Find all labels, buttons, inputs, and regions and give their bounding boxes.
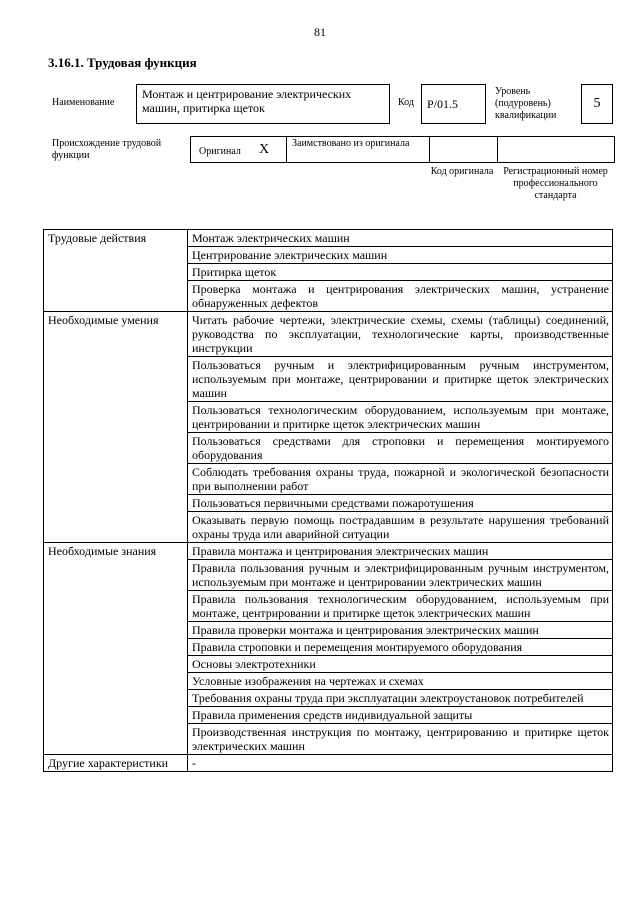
function-code: P/01.5 <box>421 84 486 124</box>
requirement-cell: Правила пользования технологическим оборудованием, используемым при монтаже, центрировании и притирке щеток электрических машин <box>188 591 613 622</box>
category-cell: Необходимые знания <box>44 543 188 755</box>
requirement-cell: Правила строповки и перемещения монтируемого оборудования <box>188 639 613 656</box>
requirement-cell: Соблюдать требования охраны труда, пожарной и экологической безопасности при выполнении работ <box>188 464 613 495</box>
requirement-cell: Притирка щеток <box>188 264 613 281</box>
requirement-cell: Требования охраны труда при эксплуатации электроустановок потребителей <box>188 690 613 707</box>
divider <box>497 137 498 162</box>
origin-box <box>190 136 615 163</box>
requirement-cell: Монтаж электрических машин <box>188 230 613 247</box>
category-cell: Необходимые умения <box>44 312 188 543</box>
requirement-cell: Правила монтажа и центрирования электрических машин <box>188 543 613 560</box>
page-number: 81 <box>314 25 326 39</box>
requirement-cell: Читать рабочие чертежи, электрические схемы, схемы (таблицы) соединений, руководства по эксплуатации, технологические карты, производственные инструкции <box>188 312 613 357</box>
requirement-cell: Проверка монтажа и центрирования электрических машин, устранение обнаруженных дефектов <box>188 281 613 312</box>
name-label: Наименование <box>52 97 115 108</box>
requirement-cell: Центрирование электрических машин <box>188 247 613 264</box>
table-row <box>44 755 613 772</box>
requirement-cell: Правила применения средств индивидуальной защиты <box>188 707 613 724</box>
function-requirements-table <box>43 229 613 772</box>
requirement-cell: Правила проверки монтажа и центрирования электрических машин <box>188 622 613 639</box>
requirement-cell: Пользоваться средствами для строповки и перемещения монтируемого оборудования <box>188 433 613 464</box>
requirement-cell: Оказывать первую помощь пострадавшим в результате нарушения требований охраны труда или аварийной ситуации <box>188 512 613 543</box>
category-cell: Другие характеристики <box>44 755 188 772</box>
code-original-caption: Код оригинала <box>430 166 494 177</box>
registration-caption: Регистрационный номер профессионального стандарта <box>503 166 608 201</box>
divider <box>429 137 430 162</box>
table-row <box>44 230 613 247</box>
original-mark: X <box>259 142 270 157</box>
category-cell: Трудовые действия <box>44 230 188 312</box>
requirement-cell: Основы электротехники <box>188 656 613 673</box>
requirement-cell: Пользоваться ручным и электрифицированным ручным инструментом, используемым при монтаже, центрировании и притирке щеток электрических машин <box>188 357 613 402</box>
requirement-cell: - <box>188 755 613 772</box>
section-title: 3.16.1. Трудовая функция <box>48 55 197 70</box>
function-name: Монтаж и центрирование электрических машин, притирка щеток <box>136 84 390 124</box>
borrowed-label: Заимствовано из оригинала <box>292 138 410 149</box>
code-label: Код <box>398 97 414 108</box>
divider <box>286 137 287 162</box>
level-label: Уровень (подуровень) квалификации <box>495 86 557 121</box>
table-row <box>44 312 613 357</box>
table-row <box>44 543 613 560</box>
origin-label: Происхождение трудовой функции <box>52 138 162 161</box>
requirement-cell: Правила пользования ручным и электрифицированным ручным инструментом, используемым при монтаже и центрировании электрических машин <box>188 560 613 591</box>
original-label: Оригинал <box>199 146 241 157</box>
requirement-cell: Пользоваться первичными средствами пожаротушения <box>188 495 613 512</box>
qualification-level: 5 <box>581 84 613 124</box>
requirement-cell: Пользоваться технологическим оборудованием, используемым при монтаже, центрировании и притирке щеток электрических машин <box>188 402 613 433</box>
requirement-cell: Условные изображения на чертежах и схемах <box>188 673 613 690</box>
requirement-cell: Производственная инструкция по монтажу, центрированию и притирке щеток электрических машин <box>188 724 613 755</box>
